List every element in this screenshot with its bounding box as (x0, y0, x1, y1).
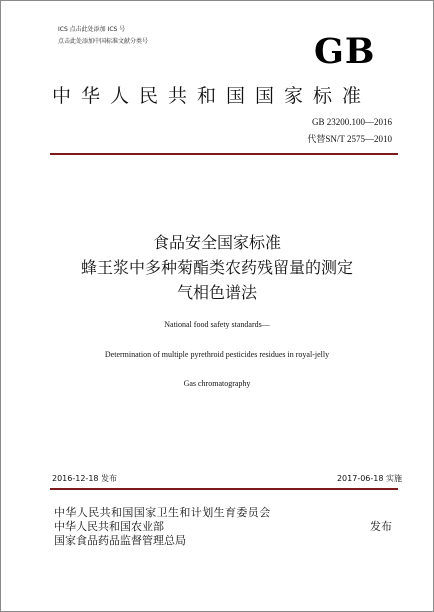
issued-label: 发布 (370, 520, 392, 533)
replaces-standard: 代替SN/T 2575—2010 (307, 134, 392, 144)
ics-field[interactable]: ICS 点击此处添加 ICS 号 (58, 26, 126, 33)
ccs-field[interactable]: 点击此处添加中国标准文献分类号 (58, 38, 149, 45)
implementation-date: 2017-06-18 实施 (336, 474, 402, 483)
standard-number: GB 23200.100—2016 (311, 117, 392, 127)
issuer-3: 国家食品药品监督管理总局 (54, 534, 186, 547)
english-title-line-3: Gas chromatography (183, 379, 251, 388)
title-line-3: 气相色谱法 (176, 283, 257, 302)
issue-date: 2016-12-18 发布 (52, 474, 118, 483)
title-line-1: 食品安全国家标准 (152, 233, 281, 252)
standard-category-title: 中华人民共和国国家标准 (52, 85, 372, 107)
english-title-line-1: National food safety standards— (164, 320, 270, 329)
title-line-2: 蜂王浆中多种菊酯类农药残留量的测定 (80, 258, 353, 277)
top-divider (50, 153, 398, 155)
bottom-divider (50, 488, 398, 490)
issuer-1: 中华人民共和国国家卫生和计划生育委员会 (54, 506, 271, 519)
english-title-line-2: Determination of multiple pyrethroid pesticides residues in royal-jelly (104, 350, 330, 359)
gb-logo: GB (314, 31, 376, 72)
issuer-2: 中华人民共和国农业部 (54, 520, 164, 533)
